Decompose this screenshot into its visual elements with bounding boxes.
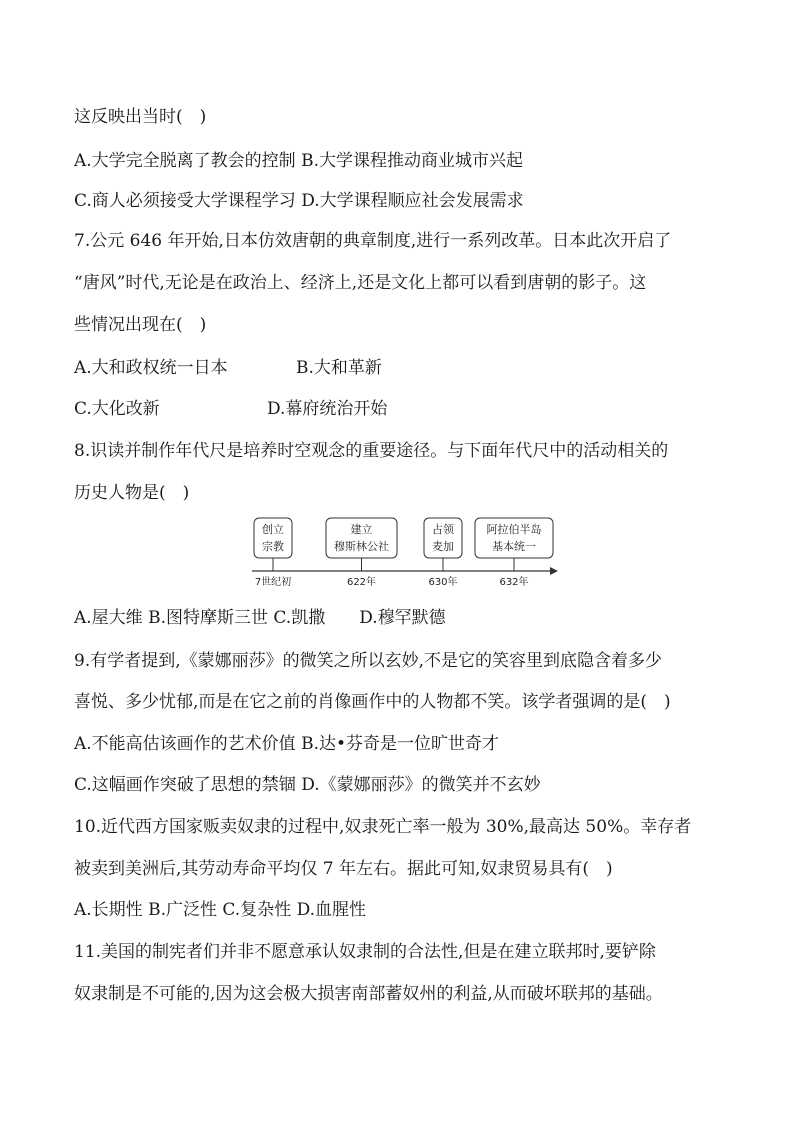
text-line: “唐风”时代,无论是在政治上、经济上,还是文化上都可以看到唐朝的影子。这 [74, 273, 647, 293]
event-date: 7世纪初 [254, 577, 292, 588]
option-line: A.长期性 B.广泛性 C.复杂性 D.血腥性 [74, 900, 367, 920]
arrow-icon [550, 567, 558, 575]
event-label: 宗教 [262, 540, 284, 553]
option-a: A.大和政权统一日本 [74, 358, 228, 378]
option-d: D.幕府统治开始 [267, 399, 388, 419]
option-b: B.大和革新 [296, 358, 382, 378]
timeline-event [254, 518, 292, 558]
event-label: 基本统一 [492, 540, 536, 553]
option-line: A.屋大维 B.图特摩斯三世 C.凯撒 D.穆罕默德 [74, 608, 446, 628]
event-date: 632年 [499, 577, 529, 588]
option-line: C.这幅画作突破了思想的禁锢 D.《蒙娜丽莎》的微笑并不玄妙 [74, 775, 541, 795]
text-line: 这反映出当时( ) [74, 107, 207, 127]
option-line: A.大学完全脱离了教会的控制 B.大学课程推动商业城市兴起 [74, 151, 523, 171]
question-9: 9.有学者提到,《蒙娜丽莎》的微笑之所以玄妙,不是它的笑容里到底隐含着多少 [74, 651, 663, 671]
event-label: 麦加 [432, 540, 454, 553]
text-line: 些情况出现在( ) [74, 315, 207, 335]
question-8: 8.识读并制作年代尺是培养时空观念的重要途径。与下面年代尺中的活动相关的 [74, 441, 669, 461]
timeline-diagram [250, 513, 560, 591]
q7-options-row-2 [74, 398, 674, 420]
timeline-event [475, 518, 553, 558]
event-date: 622年 [346, 577, 377, 588]
event-label: 建立 [350, 523, 373, 536]
timeline-event [326, 518, 397, 558]
question-11: 11.美国的制宪者们并非不愿意承认奴隶制的合法性,但是在建立联邦时,要铲除 [74, 942, 656, 962]
event-label: 阿拉伯半岛 [486, 523, 542, 536]
timeline-event [424, 518, 462, 558]
question-10: 10.近代西方国家贩卖奴隶的过程中,奴隶死亡率一般为 30%,最高达 50%。幸存者 [74, 817, 692, 837]
text-line: 被卖到美洲后,其劳动寿命平均仅 7 年左右。据此可知,奴隶贸易具有( ) [74, 859, 613, 879]
question-7: 7.公元 646 年开始,日本仿效唐朝的典章制度,进行一系列改革。日本此次开启了 [74, 231, 672, 251]
text-line: 喜悦、多少忧郁,而是在它之前的肖像画作中的人物都不笑。该学者强调的是( ) [74, 692, 671, 712]
text-line: 奴隶制是不可能的,因为这会极大损害南部蓄奴州的利益,从而破坏联邦的基础。 [74, 984, 663, 1004]
event-label: 占领 [432, 523, 454, 536]
option-line: C.商人必须接受大学课程学习 D.大学课程顺应社会发展需求 [74, 191, 524, 211]
event-date: 630年 [428, 577, 458, 588]
q7-options-row-1 [74, 357, 674, 379]
option-c: C.大化改新 [74, 399, 160, 419]
event-label: 穆斯林公社 [334, 540, 389, 553]
option-line: A.不能高估该画作的艺术价值 B.达•芬奇是一位旷世奇才 [74, 734, 500, 754]
text-line: 历史人物是( ) [74, 483, 190, 503]
event-label: 创立 [262, 523, 284, 536]
